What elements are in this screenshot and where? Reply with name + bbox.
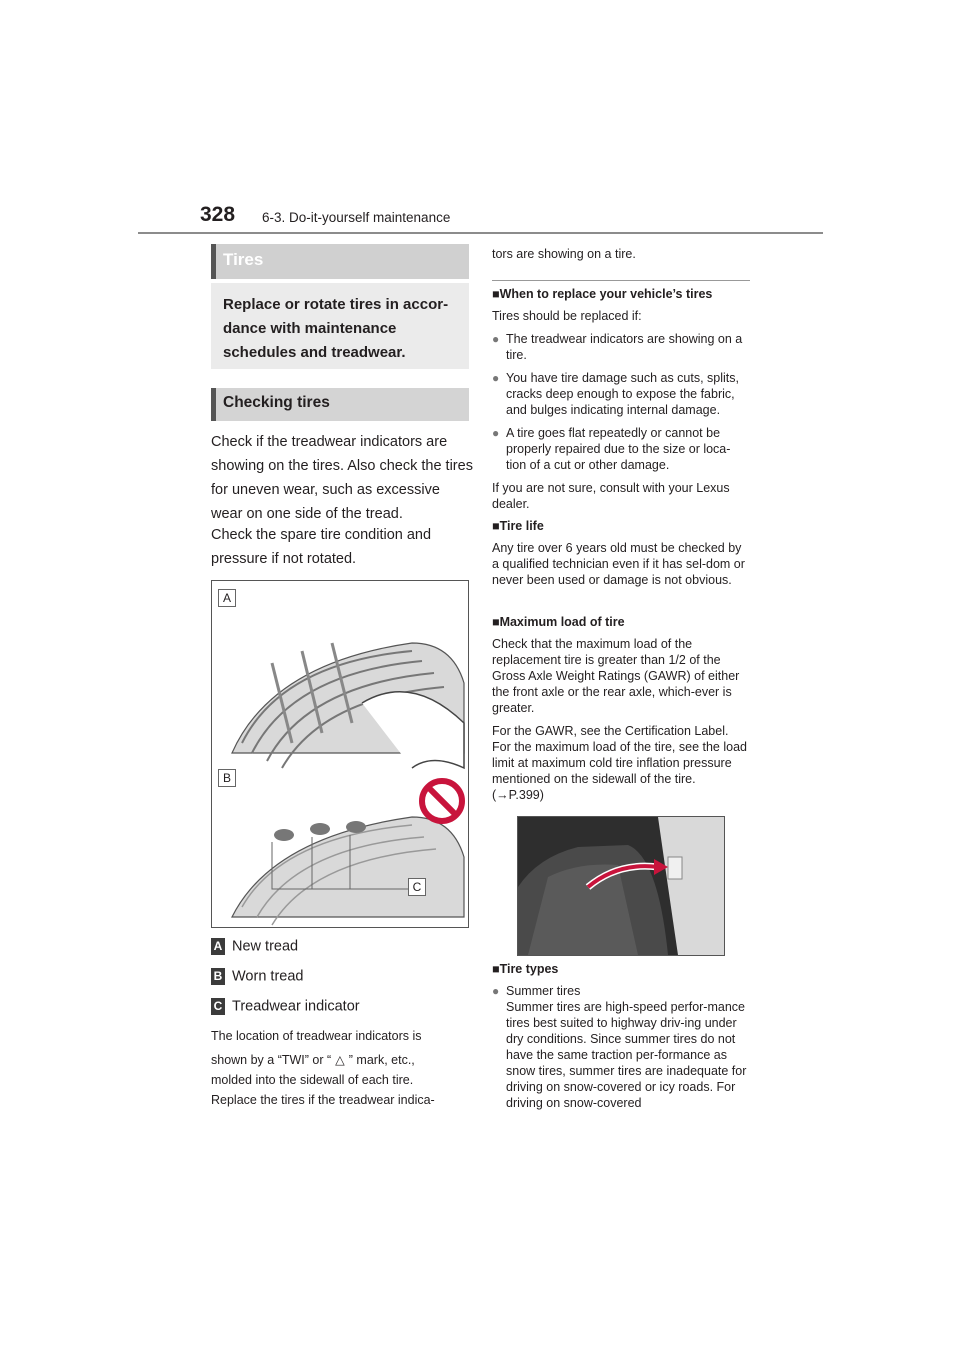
legend-item-treadwear-indicator [211, 998, 360, 1015]
max-load-heading: ■Maximum load of tire [492, 615, 625, 629]
max-load-section [492, 615, 750, 803]
note-line-1: The location of treadwear indicators is [211, 1029, 422, 1043]
legend-text-treadwear-indicator: Treadwear indicator [232, 998, 360, 1015]
when-to-replace-section [492, 287, 750, 512]
checking-tires-heading-bar [211, 388, 469, 421]
summer-tires-title: Summer tires [506, 984, 581, 998]
summer-tires-bullet [492, 983, 750, 1111]
certification-label-photo [517, 816, 725, 956]
legend-key-b: B [211, 968, 225, 985]
new-tread-tire-image [212, 603, 468, 773]
note-line-2-end: ” mark, etc., [348, 1053, 415, 1067]
note-line-3: molded into the sidewall of each tire. [211, 1073, 414, 1087]
square-icon: ■ [492, 615, 500, 629]
when-bullet-2: ● You have tire damage such as cuts, splits, cracks deep enough to expose the fabric, and bulges indicating internal damage. [492, 371, 740, 417]
header-divider [138, 232, 823, 234]
section-title: 6-3. Do-it-yourself maintenance [262, 210, 451, 225]
square-icon: ■ [492, 287, 500, 301]
tire-life-section [492, 519, 750, 588]
checking-paragraph-1: Check if the treadwear indicators are showing on the tires. Also check the tires for uneven wear, such as excessive wear on one side of the tread. [211, 434, 473, 522]
legend-text-new-tread: New tread [232, 938, 299, 955]
square-icon: ■ [492, 519, 500, 533]
prohibited-icon [417, 776, 467, 826]
bullet-icon: ● [492, 332, 500, 346]
when-bullet-3: ● A tire goes flat repeatedly or cannot be properly repaired due to the size or loca-tion of a cut or other damage. [492, 426, 731, 472]
lead-text: Replace or rotate tires in accor-dance with maintenance schedules and treadwear. [223, 296, 449, 361]
callout-label-c: C [408, 878, 426, 896]
legend-key-c: C [211, 998, 225, 1015]
checking-paragraph-2: Check the spare tire condition and pressure if not rotated. [211, 527, 432, 567]
max-load-text-2: For the GAWR, see the Certification Label. For the maximum load of the tire, see the load limit at maximum cold tire inflation pressure mentioned on the sidewall of the tire. (→P.399) [492, 724, 747, 802]
tire-life-heading: ■Tire life [492, 519, 544, 533]
twi-triangle-icon: △ [335, 1053, 345, 1067]
door-pillar-image [518, 817, 724, 955]
legend-key-a: A [211, 938, 225, 955]
treadwear-illustration [211, 580, 469, 928]
legend-text-worn-tread: Worn tread [232, 968, 304, 985]
tire-types-section [492, 962, 750, 1111]
when-intro: Tires should be replaced if: [492, 309, 642, 323]
max-load-text-1: Check that the maximum load of the replacement tire is greater than 1/2 of the Gross Axle Weight Ratings (GAWR) of either the front axle or the rear axle, which-ever is greater. [492, 637, 740, 715]
when-to-replace-heading: ■When to replace your vehicle’s tires [492, 287, 713, 301]
checking-tires-heading: Checking tires [223, 394, 330, 411]
summer-tires-text: Summer tires are high-speed perfor-mance tires best suited to highway driv-ing under dry conditions. Since summer tires do not have the same traction per-formance as snow tires, summer tires are inadequate for driving on snow-covered or icy roads. For driving on snow-covered [506, 1000, 747, 1110]
legend-item-worn-tread [211, 968, 303, 985]
page-number: 328 [200, 203, 236, 226]
note-line-4: Replace the tires if the treadwear indica- [211, 1093, 435, 1107]
square-icon: ■ [492, 962, 500, 976]
panel-label-b: B [218, 769, 236, 787]
bullet-icon: ● [492, 984, 500, 998]
panel-label-a: A [218, 589, 236, 607]
tire-types-heading: ■Tire types [492, 962, 559, 976]
right-divider [492, 280, 750, 281]
tires-heading: Tires [223, 250, 264, 269]
when-outro: If you are not sure, consult with your Lexus dealer. [492, 481, 730, 511]
legend-item-new-tread [211, 938, 298, 955]
tires-heading-bar [211, 244, 469, 279]
bullet-icon: ● [492, 371, 500, 385]
note-line-2 [211, 1050, 415, 1070]
bullet-icon: ● [492, 426, 500, 440]
lead-box [211, 283, 469, 369]
when-bullet-1: ● The treadwear indicators are showing on a tire. [492, 332, 743, 362]
note-line-2-start: shown by a “TWI” or “ [211, 1053, 332, 1067]
tire-life-text: Any tire over 6 years old must be checked by a qualified technician even if it has sel-dom or never been used or damage is not obvious. [492, 541, 745, 587]
continuation-text: tors are showing on a tire. [492, 247, 636, 261]
